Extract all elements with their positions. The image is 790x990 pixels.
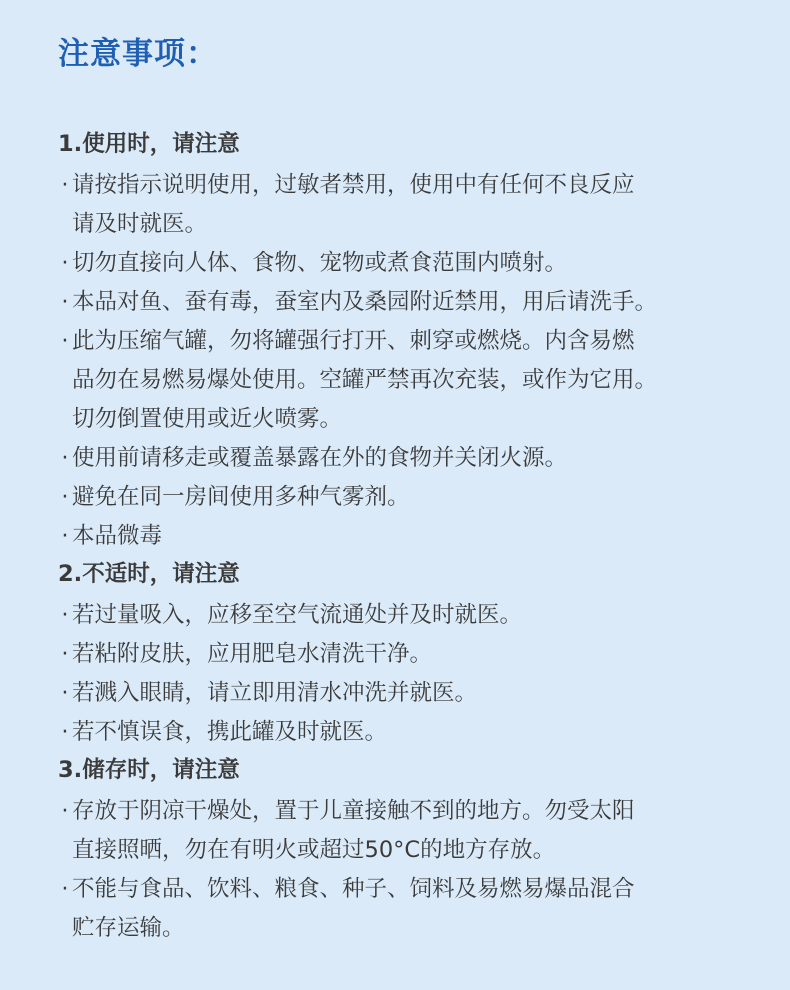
item-text: 避免在同一房间使用多种气雾剂。 bbox=[72, 484, 410, 510]
bullet: · bbox=[61, 602, 69, 628]
section-usage bbox=[58, 128, 790, 556]
list-item bbox=[58, 166, 790, 244]
bullet: · bbox=[61, 250, 69, 276]
item-text: 不能与食品、饮料、粮食、种子、饲料及易燃易爆品混合 贮存运输。 bbox=[72, 876, 635, 941]
item-text: 本品对鱼、蚕有毒，蚕室内及桑园附近禁用，用后请洗手。 bbox=[72, 289, 658, 315]
bullet: · bbox=[61, 172, 69, 198]
bullet: · bbox=[61, 445, 69, 471]
list-item bbox=[58, 478, 790, 517]
bullet: · bbox=[61, 484, 69, 510]
item-text: 若粘附皮肤，应用肥皂水清洗干净。 bbox=[72, 641, 433, 667]
list-item bbox=[58, 283, 790, 322]
list-item bbox=[58, 517, 790, 556]
item-text: 若不慎误食，携此罐及时就医。 bbox=[72, 719, 388, 745]
bullet: · bbox=[61, 876, 69, 902]
item-text: 若过量吸入，应移至空气流通处并及时就医。 bbox=[72, 602, 523, 628]
list-item bbox=[58, 713, 790, 752]
section-discomfort bbox=[58, 558, 790, 752]
list-item bbox=[58, 674, 790, 713]
list-item bbox=[58, 322, 790, 439]
list-item bbox=[58, 244, 790, 283]
section-heading: 3.储存时，请注意 bbox=[58, 757, 240, 783]
list-item bbox=[58, 439, 790, 478]
page-title: 注意事项： bbox=[58, 36, 218, 72]
list-item bbox=[58, 870, 790, 948]
section-heading: 1.使用时，请注意 bbox=[58, 131, 240, 157]
bullet: · bbox=[61, 641, 69, 667]
section-heading: 2.不适时，请注意 bbox=[58, 561, 240, 587]
section-storage bbox=[58, 754, 790, 948]
item-text: 存放于阴凉干燥处，置于儿童接触不到的地方。勿受太阳 直接照晒，勿在有明火或超过50°C的地方存放。 bbox=[72, 798, 635, 863]
item-text: 使用前请移走或覆盖暴露在外的食物并关闭火源。 bbox=[72, 445, 568, 471]
list-item bbox=[58, 792, 790, 870]
item-text: 切勿直接向人体、食物、宠物或煮食范围内喷射。 bbox=[72, 250, 568, 276]
bullet: · bbox=[61, 289, 69, 315]
list-item bbox=[58, 635, 790, 674]
bullet: · bbox=[61, 798, 69, 824]
bullet: · bbox=[61, 680, 69, 706]
list-item bbox=[58, 596, 790, 635]
item-text: 请按指示说明使用，过敏者禁用，使用中有任何不良反应 请及时就医。 bbox=[72, 172, 635, 237]
bullet: · bbox=[61, 328, 69, 354]
bullet: · bbox=[61, 523, 69, 549]
item-text: 本品微毒 bbox=[72, 523, 163, 549]
item-text: 若溅入眼睛，请立即用清水冲洗并就医。 bbox=[72, 680, 478, 706]
bullet: · bbox=[61, 719, 69, 745]
item-text: 此为压缩气罐，勿将罐强行打开、刺穿或燃烧。内含易燃 品勿在易燃易爆处使用。空罐严禁再次充装，或作为它用。 切勿倒置使用或近火喷雾。 bbox=[72, 328, 658, 432]
